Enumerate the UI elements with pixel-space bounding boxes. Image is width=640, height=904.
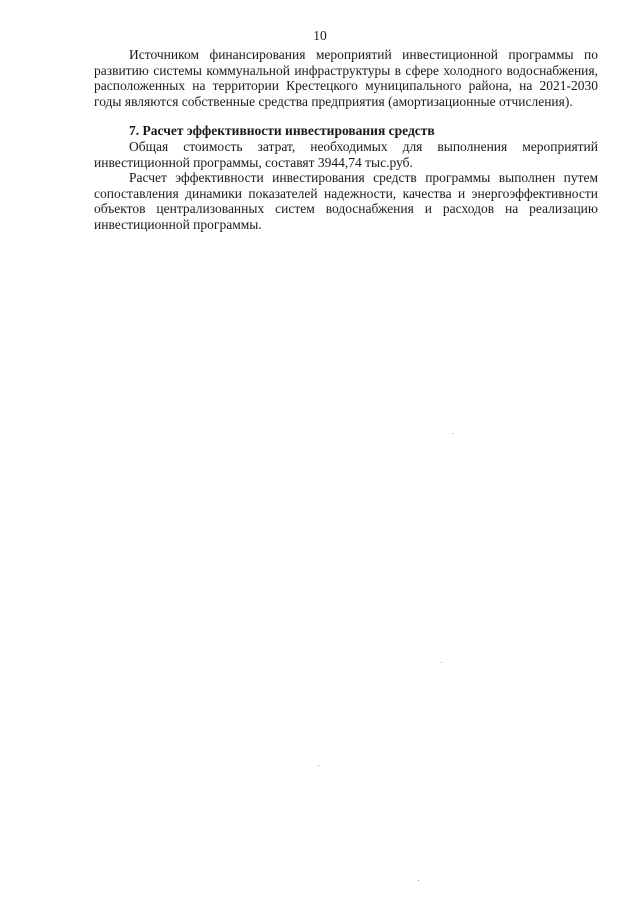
total-cost-paragraph: Общая стоимость затрат, необходимых для выполнения мероприятий инвестиционной программы, составят 3944,74 тыс.руб. (94, 138, 598, 170)
section-spacer (94, 109, 598, 123)
scan-speck (452, 433, 453, 434)
page-content (94, 47, 598, 233)
scan-speck (418, 880, 419, 881)
scan-speck (441, 662, 442, 663)
scan-speck (318, 765, 319, 766)
efficiency-calculation-paragraph: Расчет эффективности инвестирования средств программы выполнен путем сопоставления динамики показателей надежности, качества и энергоэффективности объектов централизованных систем водоснабжения и расходов на реализацию инвестиционной программы. (94, 170, 598, 232)
page-number: 10 (313, 28, 327, 43)
funding-source-paragraph: Источником финансирования мероприятий инвестиционной программы по развитию системы коммунальной инфраструктуры в сфере холодного водоснабжения, расположенных на территории Крестецкого муниципального района, на 2021-2030 годы являются собственные средства предприятия (амортизационные отчисления). (94, 47, 598, 109)
section-7-heading: 7. Расчет эффективности инвестирования средств (129, 123, 435, 139)
